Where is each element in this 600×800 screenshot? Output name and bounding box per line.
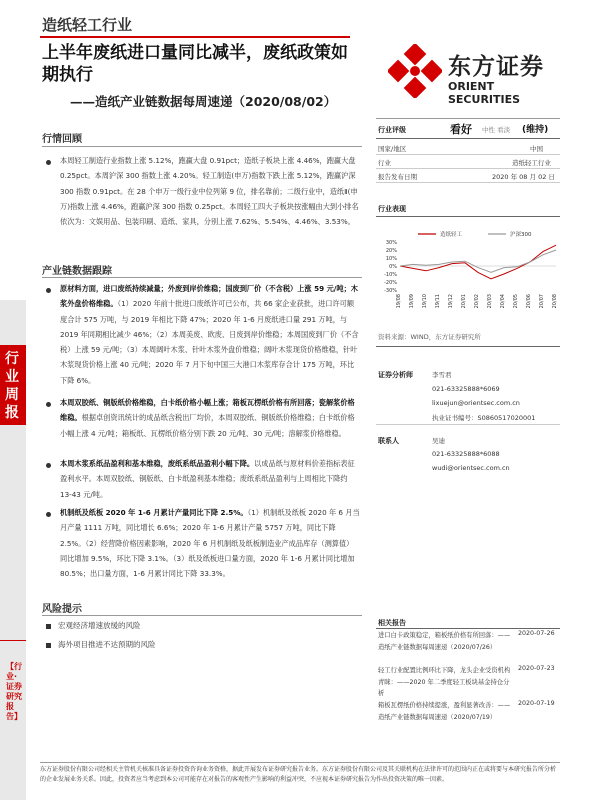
legend-label: 造纸轻工 (440, 232, 463, 238)
info-divider (376, 168, 560, 169)
industry-performance-chart (378, 228, 560, 320)
footer-divider (40, 762, 560, 763)
info-divider (376, 154, 560, 155)
y-tick-label: 10% (385, 256, 397, 262)
bullet-icon (46, 643, 51, 648)
contact-label: 联系人 (378, 437, 399, 445)
sidebar-sublabel: 【行业·证券研究报告】 (6, 662, 22, 721)
chain-item-text: （1）机制纸及纸板 2020 年 6 月当月产量 1111 万吨，同比增长 6.6%；2020 年 1-6 月累计产量 5757 万吨，同比下降 2.5%。（2）经营降价格因素影响，2020 年 6 月机制纸及纸板制造业产成品库存（测算值）同比增加 9.5%，环比下降 3.1%。（3）纸及纸板进口量方面，2020 年 1-6 月累计同比增加 80.5%；出口量方面，1-6 月累计同比下降 33.3%。 (60, 508, 360, 579)
sidebar-divider (0, 640, 26, 641)
rating-options: 中性 看淡 (482, 126, 511, 134)
chain-item-text: 以成品纸与原材料价差指标表征盈利水平。本周双胶纸、铜版纸、白卡纸盈利基本维稳；废纸系纸品盈利与上周相比下降约 13-43 元/吨。 (60, 459, 355, 499)
section-title-risk: 风险提示 (42, 604, 82, 615)
report-title: 上半年废纸进口量同比减半，废纸政策如期执行 (42, 43, 348, 85)
related-report-link[interactable]: 轻工行业配置比例环比下降，龙头企业受资机构青睐：——2020 年二季度轻工板块基金持仓分析 (378, 667, 511, 698)
rating-value: 看好 (450, 123, 472, 136)
right-divider (376, 118, 560, 119)
contact-name: 吴迪 (432, 437, 445, 445)
section-title-review: 行情回顾 (42, 134, 82, 145)
x-tick-label: 19/10 (422, 294, 428, 309)
sector-title: 造纸轻工行业 (42, 16, 133, 34)
chain-item-bold: 机制纸及纸板 2020 年 1-6 月累计产量同比下降 2.5%。 (60, 508, 248, 517)
analyst-email[interactable]: lixuejun@orientsec.com.cn (432, 399, 520, 407)
chain-item (60, 505, 360, 581)
y-tick-label: -20% (384, 280, 397, 286)
contact-phone: 021-63325888*6088 (432, 450, 500, 458)
section-divider (376, 424, 560, 425)
bullet-icon (46, 624, 51, 629)
analyst-label: 证券分析师 (378, 371, 413, 379)
chart-source: 资料来源：WIND，东方证券研究所 (378, 333, 481, 341)
chain-item-bold: 本周木浆系纸品盈利和基本维稳，废纸系纸品盈利小幅下降。 (60, 459, 255, 468)
x-tick-label: 20/07 (539, 294, 545, 309)
logo-cn-text: 东方证券 (448, 54, 544, 80)
x-tick-label: 20/06 (526, 294, 532, 309)
section-divider (42, 277, 362, 278)
analyst-phone: 021-63325888*6069 (432, 385, 500, 393)
legend-label: 沪深300 (510, 232, 532, 238)
chain-item-bold: 本周双胶纸、铜版纸价格维稳，白卡纸价格小幅上涨；箱板瓦楞纸价格有所回落；瓷解浆价格维稳。 (60, 398, 355, 423)
related-divider (376, 628, 560, 629)
disclaimer: 东方证券股份有限公司经相关主管机关核准具备证券投资咨询业务资格，据此开展发布证券研究报告业务。东方证券股份有限公司及其关联机构在法律许可的范围内正在或将要与本研究报告所分析的企业发展业务关系。因此，投资者应当考虑到本公司可能存在对报告的客观性产生影响的利益冲突，不应视本证券研究报告为作出投资决策的唯一因素。 (40, 766, 557, 783)
x-tick-label: 20/08 (552, 294, 558, 309)
info-key: 国家/地区 (378, 145, 407, 153)
x-tick-label: 20/05 (513, 294, 519, 309)
bullet-icon (46, 288, 51, 293)
review-paragraph: 本周轻工制造行业指数上涨 5.12%，跑赢大盘 0.91pct；造纸子板块上涨 4.46%，跑赢大盘 0.25pct。本周沪深 300 指数上涨 4.20%。轻工制造(申万)指数下跌上涨 5.12%，跑赢沪深 300 指数 0.91pct。在 28 个申万一级行业中位列第 9 位，排名靠前；二级行业中，造纸Ⅱ(申万)指数上涨 4.46%，跑赢沪深 300 指数 0.25pct。本周轻工四大子板块按涨幅由大到小排名依次为：文娱用品、包装印刷、造纸、家具，分别上涨 7.62%、5.54%、4.46%、3.53%。 (60, 156, 359, 227)
chart-heading: 行业表现 (378, 205, 406, 213)
related-report-date: 2020-07-26 (518, 630, 555, 637)
chart-divider (376, 216, 560, 217)
chain-item (60, 395, 360, 441)
x-tick-label: 20/04 (500, 294, 506, 309)
sidebar-label: 行业周报 (5, 351, 19, 421)
logo-mark-icon (388, 44, 442, 98)
info-key: 报告发布日期 (378, 173, 417, 181)
bullet-icon (46, 402, 51, 407)
x-tick-label: 20/01 (461, 294, 467, 309)
risk-item: 海外项目推进不达预期的风险 (58, 640, 156, 649)
related-report-link[interactable]: 进口白卡政策稳定，箱板纸价格有所回落：——造纸产业链数据每周速递（2020/07/26） (378, 632, 511, 651)
y-tick-label: -30% (384, 288, 397, 294)
info-key: 行业 (378, 159, 391, 167)
contact-email[interactable]: wudi@orientsec.com.cn (432, 464, 510, 472)
chain-item-text: 根据卓创资讯统计的成品纸含税出厂均价，本周双胶纸、铜版纸价格维稳；白卡纸价格小幅上涨 4 元/吨；箱板纸、瓦楞纸价格分别下跌 20 元/吨、30 元/吨；溶解浆价格维稳。 (60, 413, 355, 438)
y-tick-label: -10% (384, 272, 397, 278)
header-divider (40, 36, 350, 38)
series-line (400, 250, 556, 272)
section-title-chain: 产业链数据跟踪 (42, 266, 112, 277)
chain-item-bold: 原材料方面，进口废纸持续减量；外废到岸价维稳；国废到厂价（不含税）上涨 59 元/吨；木浆外盘价格维稳。 (60, 284, 358, 309)
section-divider (376, 346, 560, 347)
related-label: 相关报告 (378, 619, 406, 627)
related-report-date: 2020-07-23 (518, 665, 555, 672)
series-line (400, 245, 556, 279)
info-value: 2020 年 08 月 02 日 (492, 173, 555, 181)
section-divider (42, 146, 362, 147)
related-report-link[interactable]: 箱板瓦楞纸价格持续提涨，盈利显著改善：——造纸产业链数据每周速递（2020/07/19） (378, 702, 511, 721)
chain-item (60, 456, 360, 502)
rating-divider (376, 138, 560, 139)
y-tick-label: 20% (385, 248, 397, 254)
report-subtitle: ——造纸产业链数据每周速递（2020/08/02） (70, 94, 337, 109)
info-value: 中国 (530, 145, 543, 153)
x-tick-label: 20/03 (487, 294, 493, 309)
x-tick-label: 19/08 (396, 294, 402, 309)
rating-tag: (维持) (522, 125, 549, 135)
info-divider (376, 182, 560, 183)
x-tick-label: 19/11 (435, 294, 441, 309)
analyst-name: 李雪君 (432, 371, 452, 379)
chain-item-text: （1）2020 年前十批进口废纸许可已公布，共 66 家企业获批，进口许可额度合计 575 万吨，与 2019 年相比下降 47%；2020 年 1-6 月废纸进口量 291 万吨，与 2019 年同期相比减少 46%；（2）本周美废、欧废、日废到岸价维稳；本周国废到厂价（不含税）上涨 59 元/吨；（3）本周阔叶木浆、针叶木浆外盘价维稳；阔叶木浆现货价格维稳，针叶木浆现货价格上涨 40 元/吨；2020 年 7 月下旬中国三大港口木浆库存合计 175 万吨，环比下降 6%。 (60, 299, 359, 385)
analyst-cert: 执业证书编号：S0860517020001 (432, 414, 536, 422)
info-value: 造纸轻工行业 (512, 159, 551, 167)
bullet-icon (46, 512, 51, 517)
bullet-icon (46, 463, 51, 468)
rating-label: 行业评级 (378, 126, 406, 134)
orient-logo (388, 44, 568, 106)
related-report-date: 2020-07-19 (518, 700, 555, 707)
section-divider (42, 615, 362, 616)
y-tick-label: 0% (389, 264, 397, 270)
risk-item: 宏观经济增速放缓的风险 (58, 621, 141, 630)
logo-en-text: ORIENT SECURITIES (448, 80, 521, 106)
x-tick-label: 19/12 (448, 294, 454, 309)
y-tick-label: 30% (385, 240, 397, 246)
bullet-icon (46, 160, 51, 165)
x-tick-label: 19/09 (409, 294, 415, 309)
x-tick-label: 20/02 (474, 294, 480, 309)
chain-item (60, 281, 360, 388)
